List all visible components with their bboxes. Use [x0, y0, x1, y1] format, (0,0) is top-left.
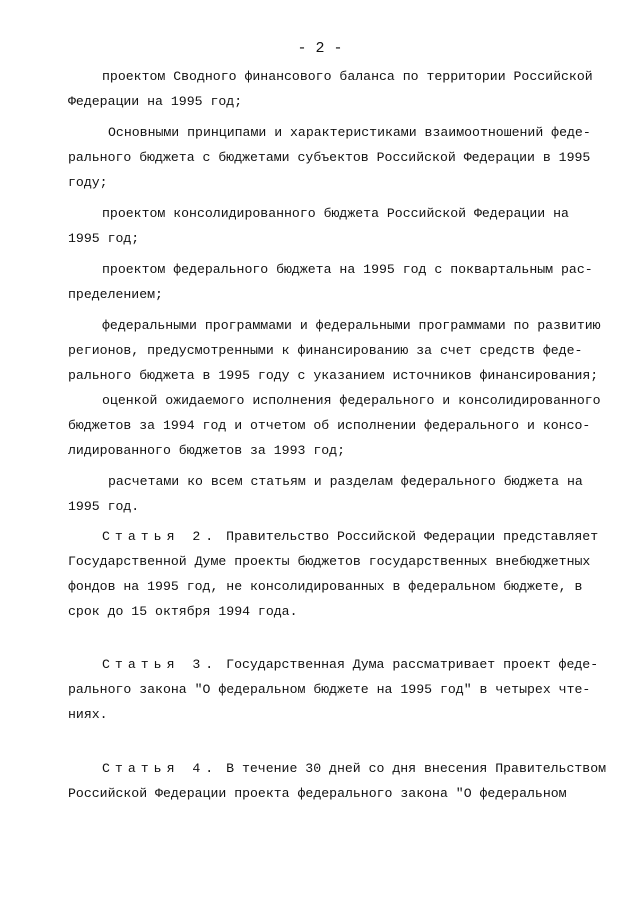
text-line: Российской Федерации проекта федерального закона "О федеральном — [68, 786, 567, 801]
text-line: фондов на 1995 год, не консолидированных в федеральном бюджете, в — [68, 579, 583, 594]
paragraph — [68, 64, 593, 114]
text-line: срок до 15 октября 1994 года. — [68, 604, 298, 619]
paragraph — [68, 120, 591, 195]
text-line: Федерации на 1995 год; — [68, 94, 243, 109]
text-line: проектом федерального бюджета на 1995 год с поквартальным рас- — [102, 262, 593, 277]
article-label: Статья 3. — [102, 657, 219, 672]
paragraph — [68, 201, 588, 251]
text-line: рального бюджета в 1995 году с указанием источников финансирования; — [68, 368, 599, 383]
text-line: пределением; — [68, 287, 163, 302]
text-line: проектом Сводного финансового баланса по территории Российской — [102, 69, 593, 84]
text-line: ниях. — [68, 707, 108, 722]
text-line: оценкой ожидаемого исполнения федерального и консолидированного — [102, 393, 601, 408]
text-line: проектом консолидированного бюджета Российской Федерации на — [102, 206, 569, 221]
text-line: 1995 год; — [68, 231, 140, 246]
paragraph — [68, 257, 593, 307]
text-line: регионов, предусмотренными к финансированию за счет средств феде- — [68, 343, 583, 358]
text-line: Государственная Дума рассматривает проект феде- — [226, 657, 599, 672]
text-line: рального закона "О федеральном бюджете на 1995 год" в четырех чте- — [68, 682, 591, 697]
article-label: Статья 2. — [102, 529, 219, 544]
article-2 — [68, 524, 599, 624]
text-line: Правительство Российской Федерации представляет — [226, 529, 599, 544]
article-3 — [68, 652, 599, 727]
article-label: Статья 4. — [102, 761, 219, 776]
text-line: рального бюджета с бюджетами субъектов Российской Федерации в 1995 — [68, 150, 591, 165]
paragraph — [68, 469, 588, 519]
paragraph — [68, 388, 601, 463]
text-line: Основными принципами и характеристиками взаимоотношений феде- — [108, 125, 591, 140]
article-4 — [68, 756, 607, 806]
text-line: Государственной Думе проекты бюджетов государственных внебюджетных — [68, 554, 591, 569]
text-line: В течение 30 дней со дня внесения Правительством — [226, 761, 607, 776]
text-line: году; — [68, 175, 108, 190]
text-line: расчетами ко всем статьям и разделам федерального бюджета на — [108, 474, 583, 489]
text-line: федеральными программами и федеральными программами по развитию — [102, 318, 601, 333]
paragraph — [68, 313, 601, 388]
text-line: лидированного бюджетов за 1993 год; — [68, 443, 345, 458]
text-line: 1995 год. — [68, 499, 140, 514]
page-number: - 2 - — [297, 40, 343, 57]
list-paragraphs — [68, 64, 601, 519]
text-line: бюджетов за 1994 год и отчетом об исполнении федерального и консо- — [68, 418, 591, 433]
